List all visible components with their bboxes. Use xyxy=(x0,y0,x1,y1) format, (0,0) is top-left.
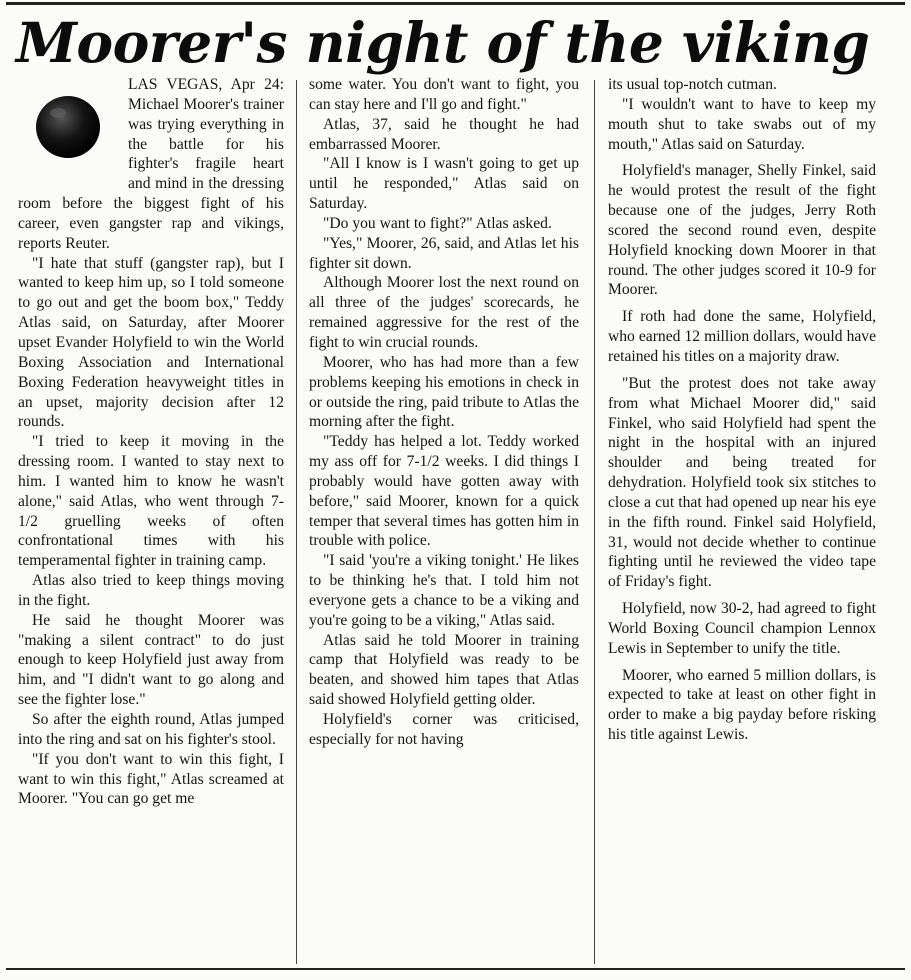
paragraph: Holyfield's corner was criticised, especially for not having xyxy=(309,711,579,748)
column-divider xyxy=(296,80,297,964)
article-column-1 xyxy=(18,75,284,967)
paragraph: If roth had done the same, Holyfield, who earned 12 million dollars, would have retained his titles on a majority draw. xyxy=(608,308,876,365)
paragraph: "But the protest does not take away from what Michael Moorer did," said Finkel, who said Holyfield had spent the night in the hospital with an injured shoulder and being treated for dehydration. Holyfield took six stitches to close a cut that had opened up near his eye in the fifth round. Finkel said Holyfield, 31, would not decide whether to continue fighting until he reviewed the video tape of Friday's fight. xyxy=(608,374,876,591)
paragraph: some water. You don't want to fight, you can stay here and I'll go and fight." xyxy=(309,76,579,113)
top-border-rule xyxy=(6,2,905,5)
paragraph: Although Moorer lost the next round on all three of the judges' scorecards, he remained aggressive for the rest of the fight to win crucial rounds. xyxy=(309,274,579,351)
paragraph: "I wouldn't want to have to keep my mouth shut to take swabs out of my mouth," Atlas said on Saturday. xyxy=(608,95,876,153)
paragraph: He said he thought Moorer was "making a silent contract" to do just enough to keep Holyfield just away from him, and "I didn't want to go along and see the fighter lose." xyxy=(18,611,284,709)
article-column-3 xyxy=(608,75,876,967)
paragraph: "If you don't want to win this fight, I want to win this fight," Atlas screamed at Moorer. "You can go get me xyxy=(18,750,284,808)
paragraph: "I tried to keep it moving in the dressing room. I wanted to stay next to him. I wanted him to know he wasn't alone," said Atlas, who went through 7-1/2 gruelling weeks of often confrontational times with his temperamental fighter in training camp. xyxy=(18,433,284,570)
article-column-2 xyxy=(309,75,579,967)
paragraph: "I said 'you're a viking tonight.' He likes to be thinking he's that. I told him not everyone gets a chance to be a viking and you're going to be a viking," Atlas said. xyxy=(309,552,579,629)
photo-inset xyxy=(18,79,122,194)
paragraph: "Yes," Moorer, 26, said, and Atlas let his fighter sit down. xyxy=(309,234,579,272)
paragraph: So after the eighth round, Atlas jumped into the ring and sat on his fighter's stool. xyxy=(18,711,284,748)
boxing-glove-icon xyxy=(28,85,108,165)
paragraph: "Do you want to fight?" Atlas asked. xyxy=(323,214,552,232)
paragraph: its usual top-notch cutman. xyxy=(608,76,777,93)
paragraph: Moorer, who earned 5 million dollars, is expected to take at least on other fight in order to make a big payday before risking his title against Lewis. xyxy=(608,666,876,744)
column-divider xyxy=(594,80,595,964)
paragraph: Moorer, who has had more than a few problems keeping his emotions in check in or outside the ring, paid tribute to Atlas the morning after the fight. xyxy=(309,353,579,431)
paragraph: "Teddy has helped a lot. Teddy worked my ass off for 7-1/2 weeks. I did things I probably would have gotten away with before," said Moorer, known for a quick temper that several times has gotten him in trouble with police. xyxy=(309,433,579,550)
paragraph: Holyfield's manager, Shelly Finkel, said he would protest the result of the fight because one of the judges, Jerry Roth scored the second round even, despite Holyfield knocking down Moorer in that round. The other judges scored it 10-9 for Moorer. xyxy=(608,162,876,299)
paragraph: "I hate that stuff (gangster rap), but I wanted to keep him up, so I told someone to go out and get the boom box," Teddy Atlas said, on Saturday, after Moorer upset Evander Holyfield to win the World Boxing Association and International Boxing Federation heavyweight titles in an upset, majority decision after 12 rounds. xyxy=(18,254,284,431)
bottom-border-rule xyxy=(6,968,905,970)
paragraph: Atlas said he told Moorer in training camp that Holyfield was ready to be beaten, and showed him tapes that Atlas said showed Holyfield getting older. xyxy=(309,631,579,709)
headline: Moorer's night of the viking xyxy=(16,10,870,75)
paragraph: Atlas, 37, said he thought he had embarrassed Moorer. xyxy=(309,115,579,153)
paragraph: "All I know is I wasn't going to get up until he responded," Atlas said on Saturday. xyxy=(309,155,579,213)
paragraph: Holyfield, now 30-2, had agreed to fight World Boxing Council champion Lennox Lewis in September to unify the title. xyxy=(608,600,876,657)
paragraph: Atlas also tried to keep things moving in the fight. xyxy=(18,572,284,609)
paragraph: LAS VEGAS, Apr 24: Michael Moorer's trainer was trying everything in the battle for his fighter's fragile heart and mind in the dressing room before the biggest fight of his career, even gangster rap and vikings, reports Reuter. xyxy=(18,76,284,252)
